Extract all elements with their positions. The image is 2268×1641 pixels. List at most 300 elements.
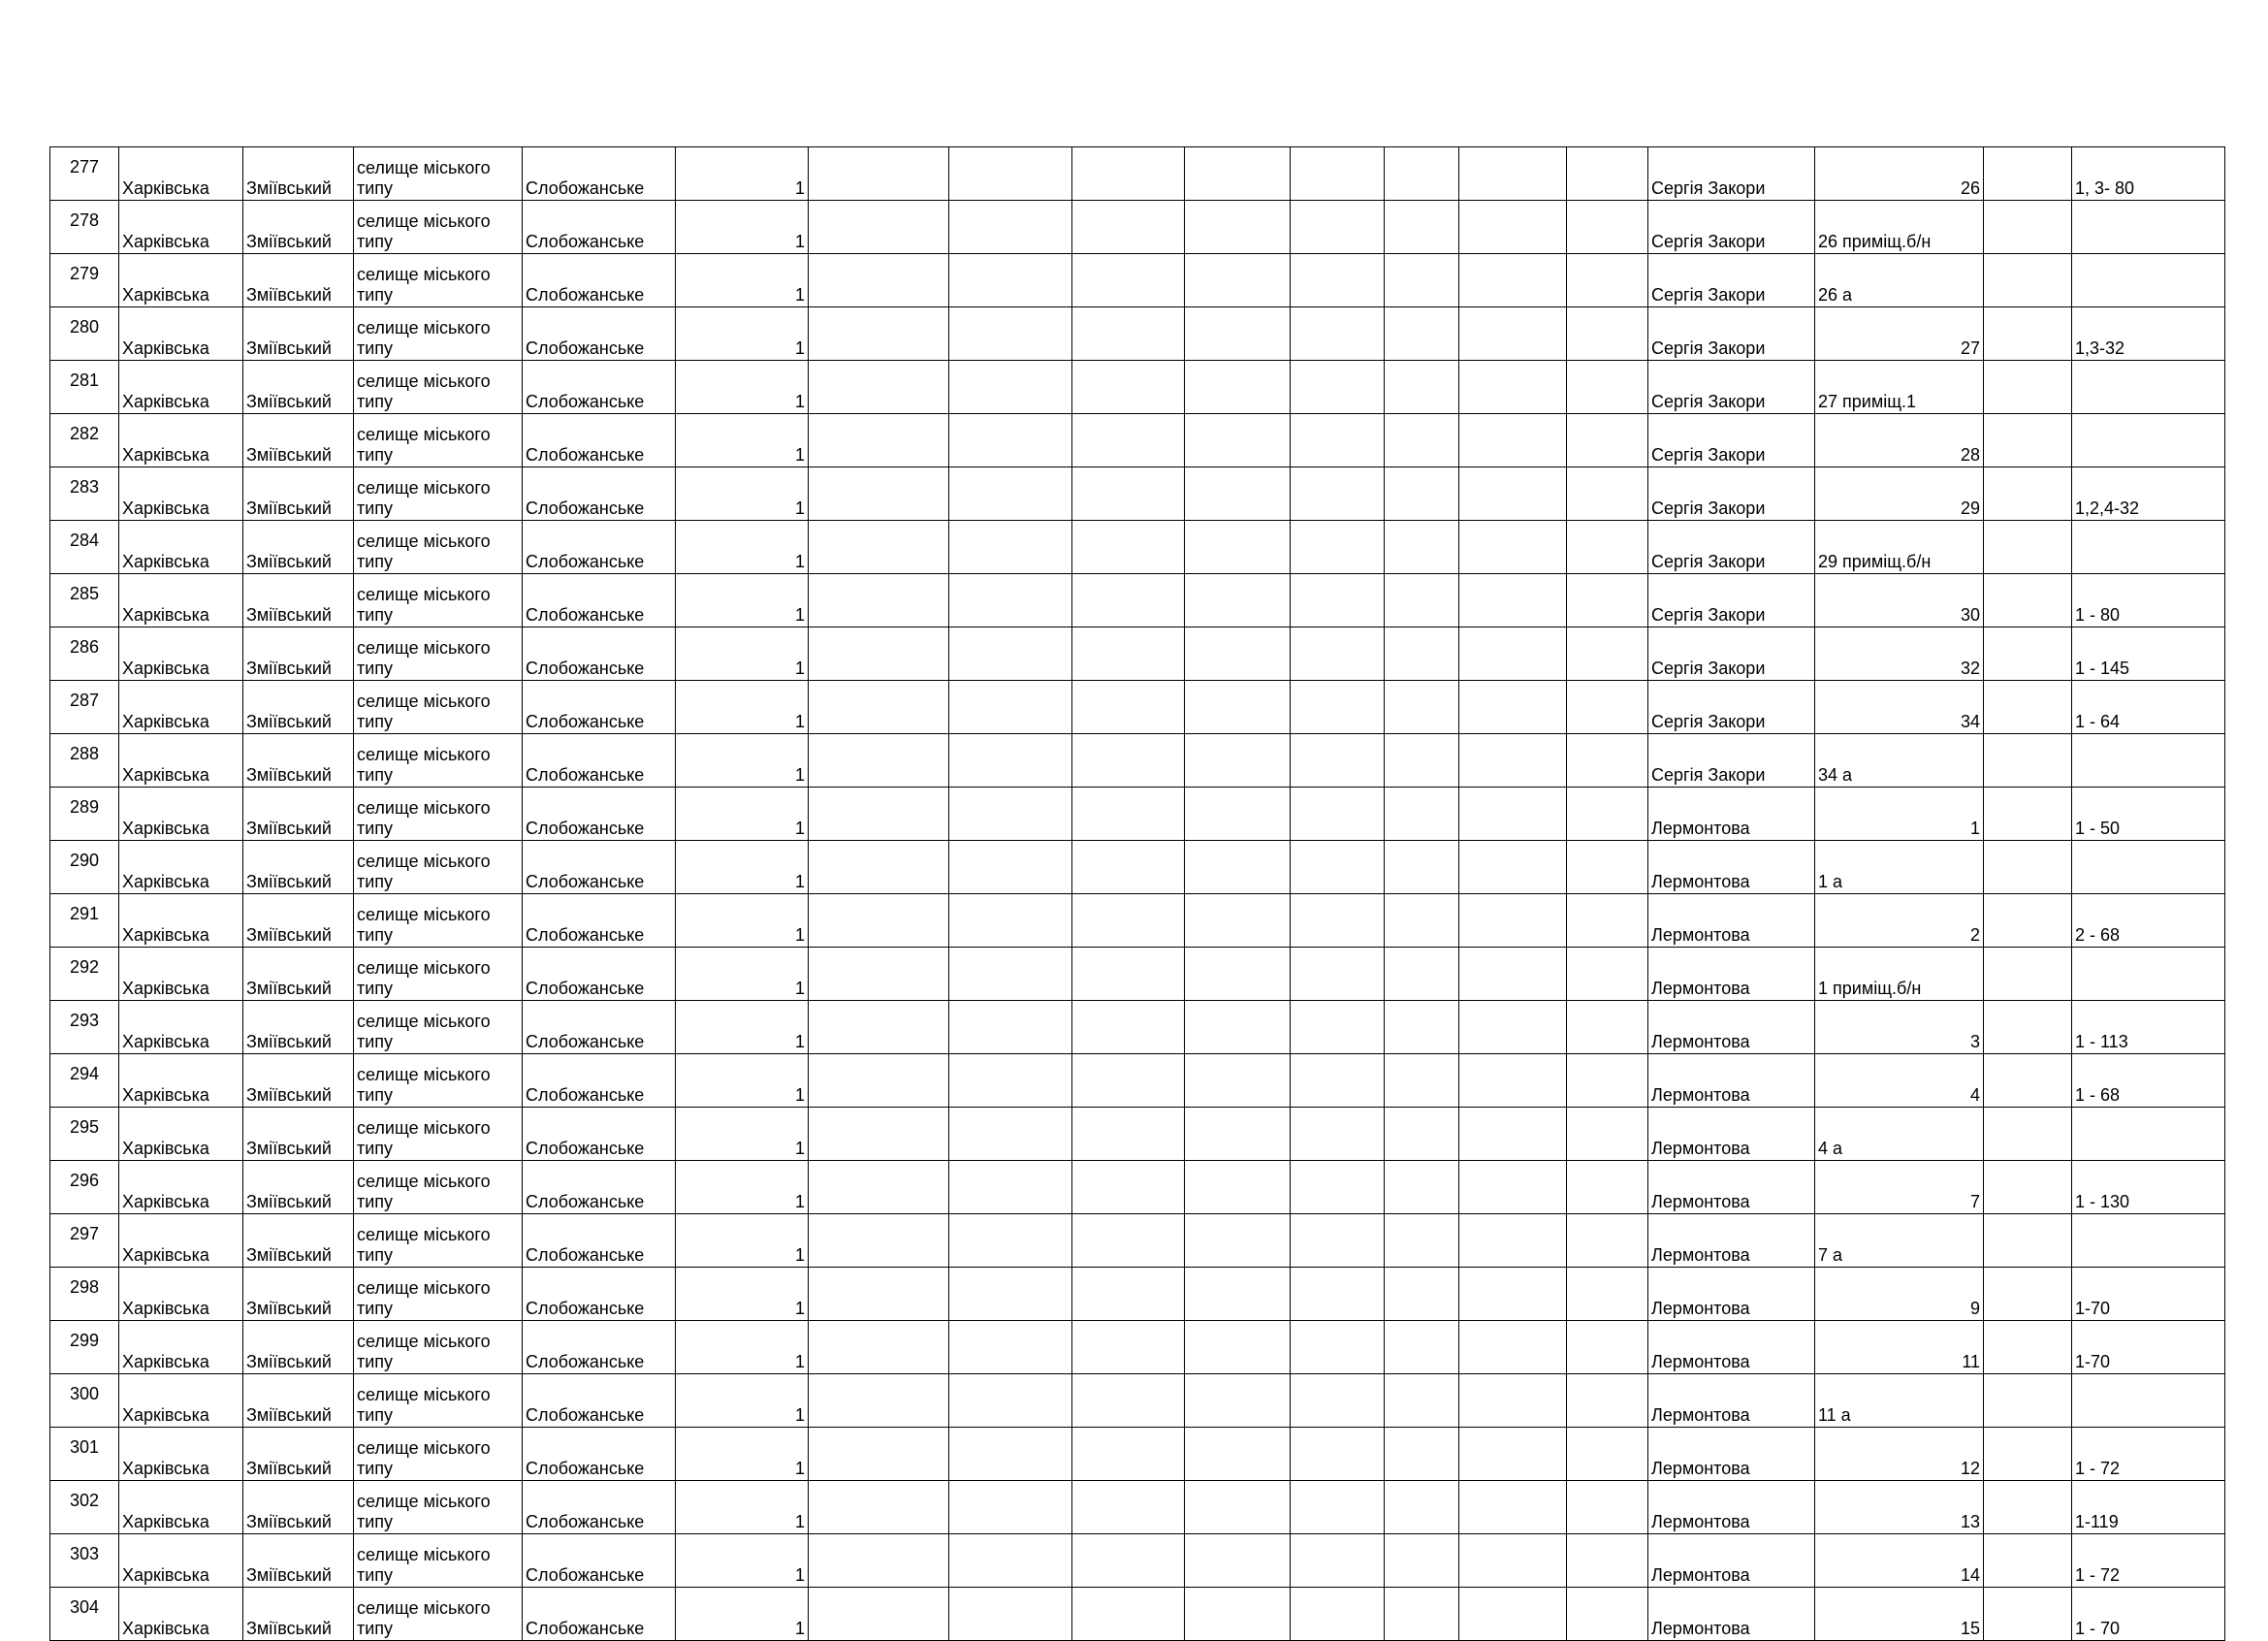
empty-cell: [1185, 1481, 1291, 1534]
empty-cell: [1567, 574, 1648, 627]
count-cell: 1: [676, 1161, 809, 1214]
empty-cell: [1185, 1374, 1291, 1428]
empty-cell: [1072, 414, 1185, 467]
region-cell: Харківська: [119, 361, 243, 414]
district-cell: Зміївський: [243, 1534, 354, 1588]
empty-cell: [1459, 1214, 1567, 1268]
house-cell: 28: [1815, 414, 1984, 467]
district-cell: Зміївський: [243, 841, 354, 894]
empty-cell: [1291, 1108, 1385, 1161]
table-row: [50, 201, 2225, 254]
count-cell: 1: [676, 467, 809, 521]
settlement-type-cell: селище міського типу: [354, 948, 523, 1001]
district-cell: Зміївський: [243, 1374, 354, 1428]
street-cell: Лермонтова: [1648, 1588, 1815, 1641]
street-cell: Лермонтова: [1648, 1428, 1815, 1481]
empty-cell: [1385, 1268, 1459, 1321]
table-row: [50, 681, 2225, 734]
row-number-cell: 304: [50, 1588, 119, 1641]
street-cell: Сергія Закори: [1648, 734, 1815, 788]
empty-cell: [1385, 734, 1459, 788]
settlement-cell: Слобожанське: [523, 1001, 676, 1054]
settlement-cell: Слобожанське: [523, 1161, 676, 1214]
apartments-cell: 1 - 70: [2072, 1588, 2225, 1641]
apartments-cell: [2072, 521, 2225, 574]
table-row: [50, 734, 2225, 788]
empty-cell: [1567, 681, 1648, 734]
row-number-cell: 277: [50, 147, 119, 201]
empty-cell: [1185, 147, 1291, 201]
empty-cell: [809, 521, 949, 574]
settlement-cell: Слобожанське: [523, 1374, 676, 1428]
empty-cell: [1459, 788, 1567, 841]
apartments-cell: [2072, 1108, 2225, 1161]
empty-cell: [1459, 1481, 1567, 1534]
row-number-cell: 297: [50, 1214, 119, 1268]
empty-cell: [809, 788, 949, 841]
settlement-cell: Слобожанське: [523, 894, 676, 948]
row-number-cell: 298: [50, 1268, 119, 1321]
empty-cell: [1984, 681, 2072, 734]
settlement-cell: Слобожанське: [523, 574, 676, 627]
table-row: [50, 1374, 2225, 1428]
empty-cell: [809, 1534, 949, 1588]
empty-cell: [1459, 307, 1567, 361]
house-cell: 7: [1815, 1161, 1984, 1214]
empty-cell: [1072, 1588, 1185, 1641]
empty-cell: [1984, 1001, 2072, 1054]
house-cell: 9: [1815, 1268, 1984, 1321]
row-number-cell: 292: [50, 948, 119, 1001]
empty-cell: [1291, 788, 1385, 841]
region-cell: Харківська: [119, 467, 243, 521]
table-row: [50, 894, 2225, 948]
region-cell: Харківська: [119, 1214, 243, 1268]
empty-cell: [1185, 521, 1291, 574]
street-cell: Сергія Закори: [1648, 361, 1815, 414]
empty-cell: [1185, 681, 1291, 734]
empty-cell: [809, 734, 949, 788]
region-cell: Харківська: [119, 1374, 243, 1428]
empty-cell: [1072, 1054, 1185, 1108]
empty-cell: [949, 1268, 1072, 1321]
empty-cell: [809, 574, 949, 627]
empty-cell: [1567, 1001, 1648, 1054]
empty-cell: [1291, 681, 1385, 734]
settlement-type-cell: селище міського типу: [354, 254, 523, 307]
region-cell: Харківська: [119, 574, 243, 627]
empty-cell: [1984, 1428, 2072, 1481]
empty-cell: [809, 1001, 949, 1054]
empty-cell: [1567, 254, 1648, 307]
empty-cell: [1984, 894, 2072, 948]
empty-cell: [1567, 361, 1648, 414]
count-cell: 1: [676, 361, 809, 414]
row-number-cell: 303: [50, 1534, 119, 1588]
table-row: [50, 147, 2225, 201]
empty-cell: [1291, 841, 1385, 894]
empty-cell: [949, 1001, 1072, 1054]
empty-cell: [1567, 307, 1648, 361]
empty-cell: [1984, 788, 2072, 841]
settlement-cell: Слобожанське: [523, 1534, 676, 1588]
empty-cell: [809, 1428, 949, 1481]
empty-cell: [1291, 414, 1385, 467]
region-cell: Харківська: [119, 894, 243, 948]
empty-cell: [809, 307, 949, 361]
empty-cell: [1291, 1534, 1385, 1588]
region-cell: Харківська: [119, 734, 243, 788]
empty-cell: [1385, 1214, 1459, 1268]
empty-cell: [1385, 841, 1459, 894]
house-cell: 1: [1815, 788, 1984, 841]
apartments-cell: 1 - 145: [2072, 627, 2225, 681]
empty-cell: [809, 467, 949, 521]
empty-cell: [1185, 1321, 1291, 1374]
district-cell: Зміївський: [243, 1161, 354, 1214]
empty-cell: [1984, 147, 2072, 201]
empty-cell: [1984, 201, 2072, 254]
empty-cell: [1459, 894, 1567, 948]
empty-cell: [1291, 361, 1385, 414]
empty-cell: [1072, 1534, 1185, 1588]
empty-cell: [1459, 1374, 1567, 1428]
house-cell: 27 приміщ.1: [1815, 361, 1984, 414]
district-cell: Зміївський: [243, 574, 354, 627]
region-cell: Харківська: [119, 414, 243, 467]
empty-cell: [809, 841, 949, 894]
district-cell: Зміївський: [243, 1588, 354, 1641]
empty-cell: [809, 361, 949, 414]
empty-cell: [1072, 1214, 1185, 1268]
settlement-cell: Слобожанське: [523, 681, 676, 734]
empty-cell: [1385, 1321, 1459, 1374]
empty-cell: [1185, 1161, 1291, 1214]
district-cell: Зміївський: [243, 894, 354, 948]
empty-cell: [1072, 467, 1185, 521]
empty-cell: [1072, 1321, 1185, 1374]
row-number-cell: 289: [50, 788, 119, 841]
empty-cell: [1291, 1268, 1385, 1321]
count-cell: 1: [676, 681, 809, 734]
empty-cell: [1567, 894, 1648, 948]
empty-cell: [1185, 307, 1291, 361]
house-cell: 27: [1815, 307, 1984, 361]
empty-cell: [1459, 414, 1567, 467]
empty-cell: [1185, 894, 1291, 948]
address-table: [49, 146, 2225, 1641]
empty-cell: [949, 1108, 1072, 1161]
street-cell: Лермонтова: [1648, 1534, 1815, 1588]
empty-cell: [1567, 1374, 1648, 1428]
settlement-type-cell: селище міського типу: [354, 788, 523, 841]
empty-cell: [1984, 1321, 2072, 1374]
empty-cell: [949, 841, 1072, 894]
settlement-cell: Слобожанське: [523, 254, 676, 307]
empty-cell: [1567, 1054, 1648, 1108]
empty-cell: [1984, 841, 2072, 894]
count-cell: 1: [676, 1214, 809, 1268]
empty-cell: [949, 1374, 1072, 1428]
street-cell: Лермонтова: [1648, 1214, 1815, 1268]
district-cell: Зміївський: [243, 1001, 354, 1054]
empty-cell: [809, 627, 949, 681]
empty-cell: [1459, 1054, 1567, 1108]
empty-cell: [1385, 1054, 1459, 1108]
empty-cell: [809, 1321, 949, 1374]
empty-cell: [1567, 147, 1648, 201]
empty-cell: [809, 894, 949, 948]
empty-cell: [1567, 201, 1648, 254]
empty-cell: [1291, 307, 1385, 361]
settlement-cell: Слобожанське: [523, 1481, 676, 1534]
count-cell: 1: [676, 841, 809, 894]
empty-cell: [949, 627, 1072, 681]
count-cell: 1: [676, 734, 809, 788]
empty-cell: [1185, 574, 1291, 627]
house-cell: 4: [1815, 1054, 1984, 1108]
region-cell: Харківська: [119, 841, 243, 894]
row-number-cell: 290: [50, 841, 119, 894]
count-cell: 1: [676, 574, 809, 627]
count-cell: 1: [676, 1428, 809, 1481]
settlement-cell: Слобожанське: [523, 1588, 676, 1641]
count-cell: 1: [676, 1321, 809, 1374]
empty-cell: [1984, 307, 2072, 361]
street-cell: Сергія Закори: [1648, 574, 1815, 627]
empty-cell: [1459, 1428, 1567, 1481]
empty-cell: [1385, 147, 1459, 201]
row-number-cell: 282: [50, 414, 119, 467]
empty-cell: [1567, 1534, 1648, 1588]
table-row: [50, 361, 2225, 414]
count-cell: 1: [676, 1374, 809, 1428]
house-cell: 13: [1815, 1481, 1984, 1534]
row-number-cell: 293: [50, 1001, 119, 1054]
house-cell: 29 приміщ.б/н: [1815, 521, 1984, 574]
apartments-cell: [2072, 254, 2225, 307]
empty-cell: [1385, 948, 1459, 1001]
region-cell: Харківська: [119, 788, 243, 841]
empty-cell: [1567, 788, 1648, 841]
region-cell: Харківська: [119, 1588, 243, 1641]
empty-cell: [809, 681, 949, 734]
settlement-cell: Слобожанське: [523, 201, 676, 254]
empty-cell: [1459, 1321, 1567, 1374]
house-cell: 2: [1815, 894, 1984, 948]
empty-cell: [1567, 841, 1648, 894]
settlement-cell: Слобожанське: [523, 788, 676, 841]
table-row: [50, 254, 2225, 307]
empty-cell: [1185, 254, 1291, 307]
empty-cell: [1072, 307, 1185, 361]
empty-cell: [1185, 734, 1291, 788]
empty-cell: [1291, 1161, 1385, 1214]
empty-cell: [1567, 627, 1648, 681]
settlement-type-cell: селище міського типу: [354, 1161, 523, 1214]
empty-cell: [1072, 948, 1185, 1001]
empty-cell: [1385, 1534, 1459, 1588]
table-row: [50, 1588, 2225, 1641]
empty-cell: [949, 574, 1072, 627]
empty-cell: [949, 521, 1072, 574]
table-row: [50, 1001, 2225, 1054]
region-cell: Харківська: [119, 681, 243, 734]
settlement-type-cell: селище міського типу: [354, 894, 523, 948]
empty-cell: [1984, 1214, 2072, 1268]
district-cell: Зміївський: [243, 1108, 354, 1161]
district-cell: Зміївський: [243, 147, 354, 201]
empty-cell: [1072, 361, 1185, 414]
settlement-type-cell: селище міського типу: [354, 147, 523, 201]
empty-cell: [1291, 1481, 1385, 1534]
row-number-cell: 285: [50, 574, 119, 627]
count-cell: 1: [676, 1268, 809, 1321]
empty-cell: [1072, 788, 1185, 841]
row-number-cell: 299: [50, 1321, 119, 1374]
settlement-type-cell: селище міського типу: [354, 1108, 523, 1161]
apartments-cell: 1 - 64: [2072, 681, 2225, 734]
district-cell: Зміївський: [243, 1054, 354, 1108]
street-cell: Лермонтова: [1648, 788, 1815, 841]
apartments-cell: 2 - 68: [2072, 894, 2225, 948]
apartments-cell: 1 - 80: [2072, 574, 2225, 627]
house-cell: 29: [1815, 467, 1984, 521]
empty-cell: [809, 1108, 949, 1161]
district-cell: Зміївський: [243, 1268, 354, 1321]
settlement-type-cell: селище міського типу: [354, 414, 523, 467]
empty-cell: [1567, 1161, 1648, 1214]
house-cell: 4 а: [1815, 1108, 1984, 1161]
count-cell: 1: [676, 414, 809, 467]
table-row: [50, 1428, 2225, 1481]
district-cell: Зміївський: [243, 307, 354, 361]
empty-cell: [1072, 201, 1185, 254]
empty-cell: [1072, 894, 1185, 948]
table-row: [50, 1054, 2225, 1108]
settlement-cell: Слобожанське: [523, 1108, 676, 1161]
table-row: [50, 521, 2225, 574]
settlement-type-cell: селище міського типу: [354, 201, 523, 254]
apartments-cell: 1-70: [2072, 1321, 2225, 1374]
empty-cell: [1984, 1268, 2072, 1321]
empty-cell: [1984, 521, 2072, 574]
empty-cell: [1984, 1534, 2072, 1588]
empty-cell: [949, 894, 1072, 948]
apartments-cell: [2072, 1374, 2225, 1428]
row-number-cell: 301: [50, 1428, 119, 1481]
empty-cell: [949, 361, 1072, 414]
region-cell: Харківська: [119, 1054, 243, 1108]
empty-cell: [1291, 894, 1385, 948]
row-number-cell: 278: [50, 201, 119, 254]
settlement-type-cell: селище міського типу: [354, 841, 523, 894]
house-cell: 26 приміщ.б/н: [1815, 201, 1984, 254]
empty-cell: [1185, 361, 1291, 414]
row-number-cell: 281: [50, 361, 119, 414]
row-number-cell: 280: [50, 307, 119, 361]
count-cell: 1: [676, 948, 809, 1001]
count-cell: 1: [676, 521, 809, 574]
house-cell: 1 а: [1815, 841, 1984, 894]
settlement-cell: Слобожанське: [523, 1428, 676, 1481]
table-row: [50, 1321, 2225, 1374]
row-number-cell: 291: [50, 894, 119, 948]
empty-cell: [1567, 734, 1648, 788]
settlement-cell: Слобожанське: [523, 1214, 676, 1268]
empty-cell: [1567, 1588, 1648, 1641]
empty-cell: [1185, 1214, 1291, 1268]
empty-cell: [1185, 201, 1291, 254]
street-cell: Лермонтова: [1648, 894, 1815, 948]
empty-cell: [949, 1588, 1072, 1641]
street-cell: Лермонтова: [1648, 1374, 1815, 1428]
apartments-cell: [2072, 201, 2225, 254]
empty-cell: [1385, 467, 1459, 521]
empty-cell: [949, 147, 1072, 201]
empty-cell: [1984, 734, 2072, 788]
street-cell: Лермонтова: [1648, 1481, 1815, 1534]
house-cell: 34 а: [1815, 734, 1984, 788]
empty-cell: [809, 1374, 949, 1428]
empty-cell: [1072, 1428, 1185, 1481]
settlement-type-cell: селище міського типу: [354, 361, 523, 414]
table-row: [50, 1108, 2225, 1161]
table-row: [50, 1481, 2225, 1534]
empty-cell: [1291, 1588, 1385, 1641]
settlement-type-cell: селище міського типу: [354, 734, 523, 788]
empty-cell: [1291, 467, 1385, 521]
district-cell: Зміївський: [243, 201, 354, 254]
apartments-cell: [2072, 841, 2225, 894]
empty-cell: [809, 1161, 949, 1214]
table-row: [50, 574, 2225, 627]
empty-cell: [809, 201, 949, 254]
empty-cell: [1459, 147, 1567, 201]
settlement-cell: Слобожанське: [523, 948, 676, 1001]
empty-cell: [949, 254, 1072, 307]
street-cell: Сергія Закори: [1648, 307, 1815, 361]
settlement-cell: Слобожанське: [523, 841, 676, 894]
settlement-type-cell: селище міського типу: [354, 521, 523, 574]
row-number-cell: 300: [50, 1374, 119, 1428]
house-cell: 26 а: [1815, 254, 1984, 307]
empty-cell: [1459, 627, 1567, 681]
empty-cell: [1459, 681, 1567, 734]
district-cell: Зміївський: [243, 467, 354, 521]
region-cell: Харківська: [119, 201, 243, 254]
table-row: [50, 1161, 2225, 1214]
empty-cell: [1567, 1481, 1648, 1534]
settlement-type-cell: селище міського типу: [354, 1374, 523, 1428]
house-cell: 7 а: [1815, 1214, 1984, 1268]
empty-cell: [1072, 1161, 1185, 1214]
empty-cell: [1185, 1001, 1291, 1054]
empty-cell: [1185, 1054, 1291, 1108]
district-cell: Зміївський: [243, 361, 354, 414]
table-row: [50, 307, 2225, 361]
region-cell: Харківська: [119, 1268, 243, 1321]
count-cell: 1: [676, 254, 809, 307]
settlement-cell: Слобожанське: [523, 467, 676, 521]
row-number-cell: 283: [50, 467, 119, 521]
empty-cell: [1291, 574, 1385, 627]
empty-cell: [1291, 254, 1385, 307]
settlement-cell: Слобожанське: [523, 1054, 676, 1108]
district-cell: Зміївський: [243, 734, 354, 788]
house-cell: 15: [1815, 1588, 1984, 1641]
table-row: [50, 948, 2225, 1001]
